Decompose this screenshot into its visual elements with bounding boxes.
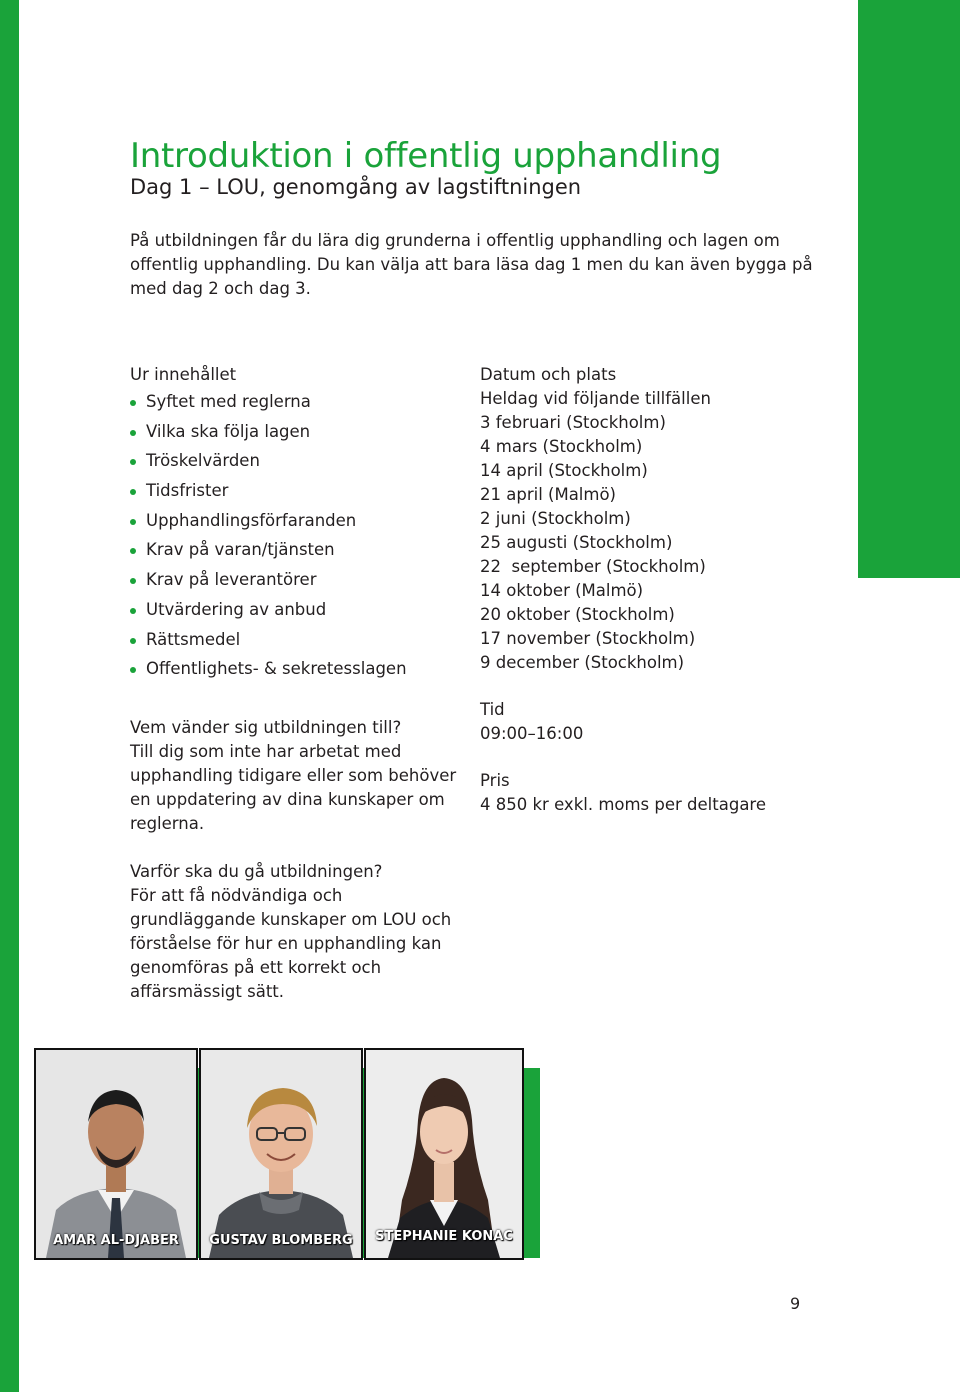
time-value: 09:00–16:00 <box>480 724 584 743</box>
right-accent-bar <box>858 0 960 578</box>
page-title: Introduktion i offentlig upphandling <box>130 136 722 176</box>
date-item: 2 juni (Stockholm) <box>480 509 631 528</box>
date-item: 20 oktober (Stockholm) <box>480 605 675 624</box>
list-item: Krav på leverantörer <box>130 565 460 595</box>
presenter-name-label: GUSTAV BLOMBERG <box>209 1233 353 1248</box>
presenter-name-label: AMAR AL-DJABER <box>53 1233 179 1248</box>
list-item: Utvärdering av anbud <box>130 595 460 625</box>
portrait-illustration <box>36 1050 196 1258</box>
dates-intro: Heldag vid följande tillfällen <box>480 389 711 408</box>
list-item: Syftet med reglerna <box>130 387 460 417</box>
portrait-illustration <box>366 1050 522 1258</box>
list-item: Tidsfrister <box>130 476 460 506</box>
left-accent-bar <box>0 0 19 1392</box>
date-item: 17 november (Stockholm) <box>480 629 696 648</box>
intro-paragraph: På utbildningen får du lära dig grunderna i offentlig upphandling och lagen om offentlig upphandling. Du kan välja att bara läsa dag 1 men du kan även bygga på med dag 2 och dag 3. <box>130 231 813 298</box>
audience-heading: Vem vänder sig utbildningen till? <box>130 717 402 737</box>
left-column <box>130 363 460 1004</box>
date-item: 25 augusti (Stockholm) <box>480 533 673 552</box>
contents-heading: Ur innehållet <box>130 365 237 384</box>
presenter-photo-gustav <box>199 1048 363 1260</box>
contents-list <box>130 387 460 684</box>
presenter-name-label: STEPHANIE KONAC <box>375 1229 513 1244</box>
audience-text: Till dig som inte har arbetat med upphandling tidigare eller som behöver en uppdatering av dina kunskaper om reglerna. <box>130 741 457 833</box>
presenter-photo-amar <box>34 1048 198 1260</box>
date-item: 4 mars (Stockholm) <box>480 437 643 456</box>
list-item: Tröskelvärden <box>130 446 460 476</box>
page-number: 9 <box>790 1294 801 1313</box>
list-item: Offentlighets- & sekretesslagen <box>130 654 460 684</box>
why-text: För att få nödvändiga och grundläggande kunskaper om LOU och förståelse för hur en upphandling kan genomföras på ett korrekt och affärsmässigt sätt. <box>130 885 452 1001</box>
list-item: Vilka ska följa lagen <box>130 417 460 447</box>
list-item: Upphandlingsförfaranden <box>130 506 460 536</box>
date-item: 9 december (Stockholm) <box>480 653 685 672</box>
dates-heading: Datum och plats <box>480 365 617 384</box>
price-heading: Pris <box>480 771 510 790</box>
presenter-photo-stephanie <box>364 1048 524 1260</box>
date-item: 3 februari (Stockholm) <box>480 413 666 432</box>
date-item: 22 september (Stockholm) <box>480 557 706 576</box>
why-heading: Varför ska du gå utbildningen? <box>130 861 383 881</box>
list-item: Rättsmedel <box>130 625 460 655</box>
page-subtitle: Dag 1 – LOU, genomgång av lagstiftningen <box>130 175 582 199</box>
date-item: 14 april (Stockholm) <box>480 461 648 480</box>
date-item: 21 april (Malmö) <box>480 485 616 504</box>
price-value: 4 850 kr exkl. moms per deltagare <box>480 795 767 814</box>
date-item: 14 oktober (Malmö) <box>480 581 644 600</box>
time-heading: Tid <box>480 700 505 719</box>
list-item: Krav på varan/tjänsten <box>130 535 460 565</box>
right-column <box>480 363 820 817</box>
portrait-illustration <box>201 1050 361 1258</box>
